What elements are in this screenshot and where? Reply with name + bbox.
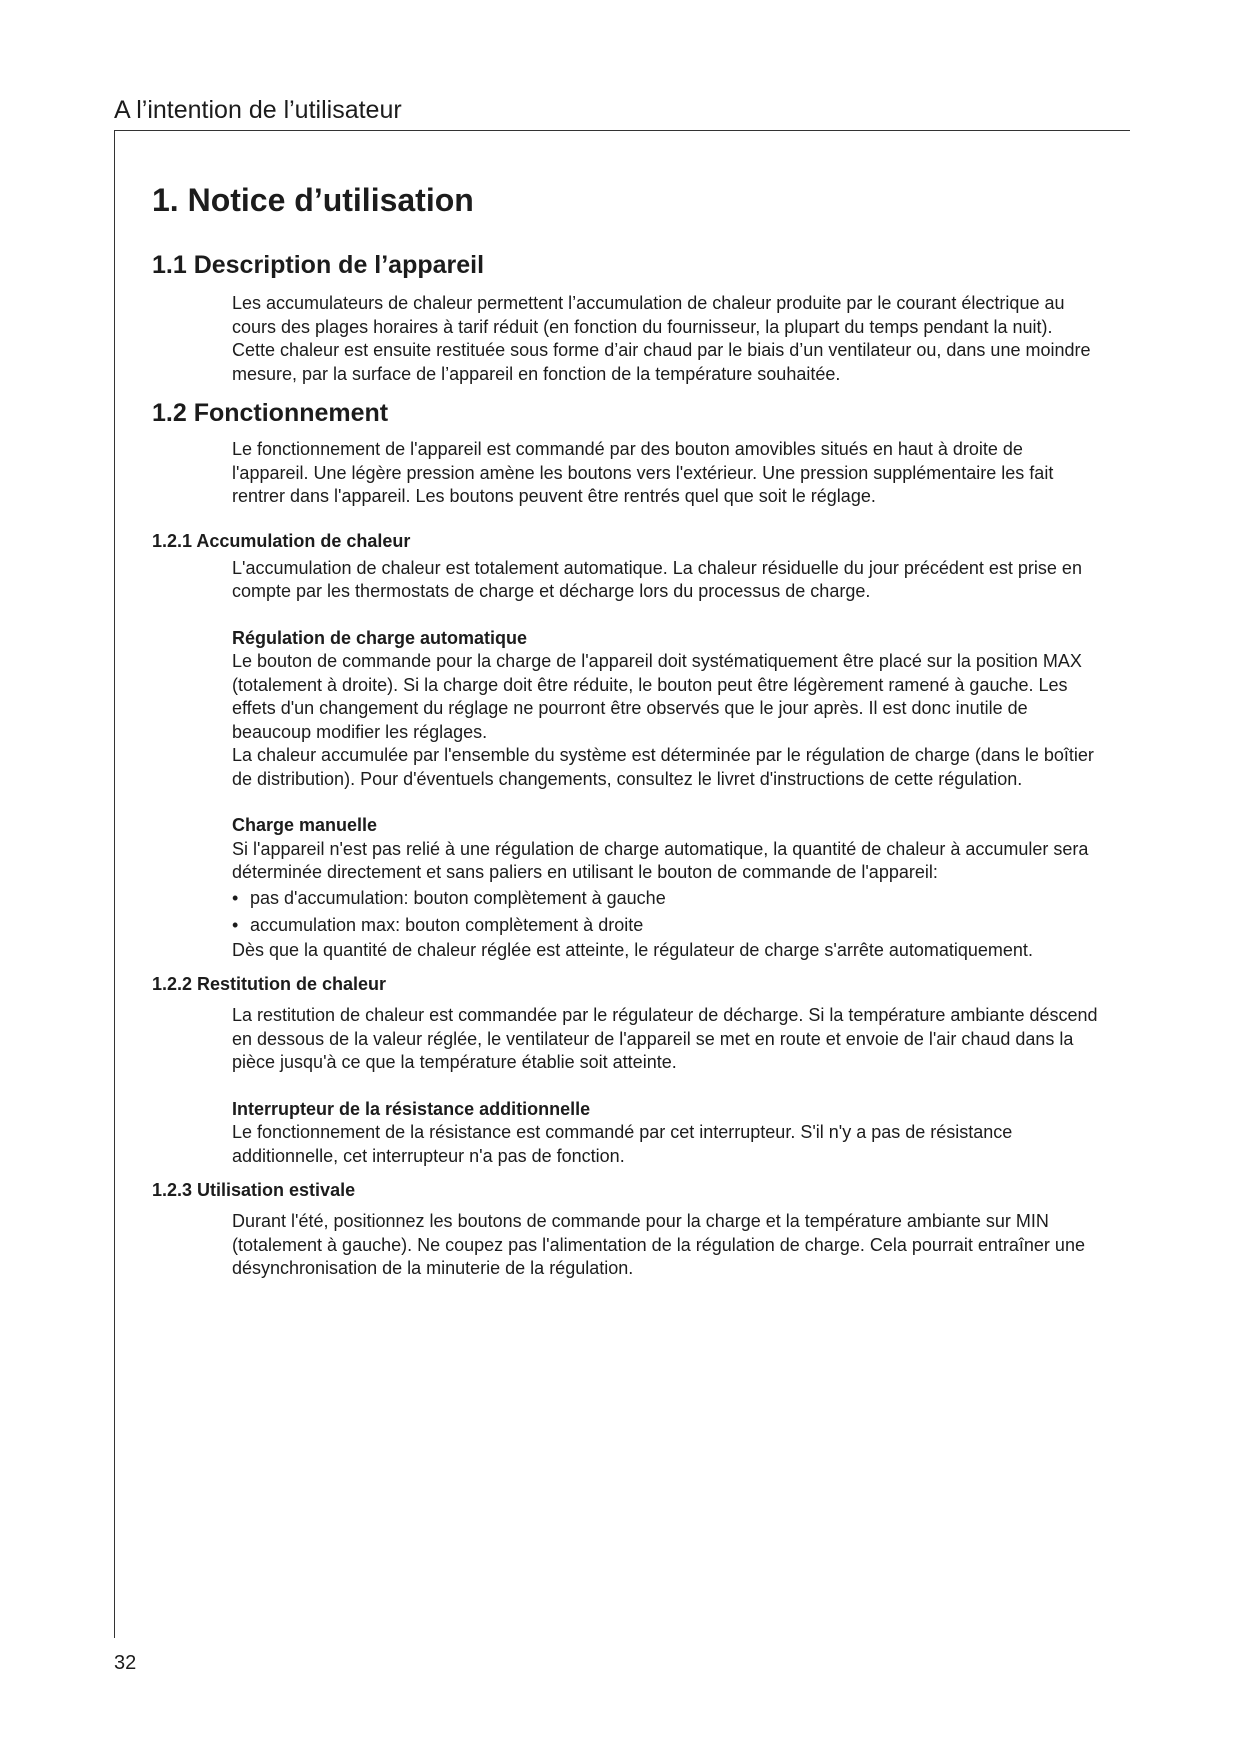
header-rule	[114, 130, 1130, 131]
margin-rule	[114, 130, 115, 1638]
section-title-description: 1.1 Description de l’appareil	[152, 251, 485, 279]
paragraph: Durant l'été, positionnez les boutons de commande pour la charge et la température ambiante sur MIN (totalement à gauche). Ne coupez pas l'alimentation de la régulation de charge. Cela pourrait entraîner une désynchronisation de la minuterie de la régulation.	[232, 1211, 1085, 1278]
running-header: A l’intention de l’utilisateur	[114, 96, 402, 124]
subsection-title-accumulation: 1.2.1 Accumulation de chaleur	[152, 530, 411, 551]
list-item: • accumulation max: bouton complètement à droite	[232, 912, 1098, 939]
page-number: 32	[114, 1652, 137, 1674]
page-content	[152, 178, 1112, 1281]
paragraph: L'accumulation de chaleur est totalement automatique. La chaleur résiduelle du jour précédent est prise en compte par les thermostats de charge et décharge lors du processus de charge.	[232, 557, 1082, 601]
paragraph: La restitution de chaleur est commandée par le régulateur de décharge. Si la température ambiante déscend en dessous de la valeur réglée, le ventilateur de l'appareil se met en route et envoie de l'air chaud dans la pièce jusqu'à ce que la température établie soit atteinte.	[232, 1005, 1098, 1072]
list-item: • pas d'accumulation: bouton complètement à gauche	[232, 885, 1098, 912]
paragraph: Si l'appareil n'est pas relié à une régulation de charge automatique, la quantité de chaleur à accumuler sera déterminée directement et sans paliers en utilisant le bouton de commande de l'appareil:	[232, 838, 1089, 882]
run-in-title-auto: Régulation de charge automatique	[232, 627, 528, 648]
run-in-title-switch: Interrupteur de la résistance additionnelle	[232, 1098, 591, 1119]
chapter-title: 1. Notice d’utilisation	[152, 182, 474, 218]
section-description	[232, 292, 1098, 386]
paragraph: Dès que la quantité de chaleur réglée est atteinte, le régulateur de charge s'arrête automatiquement.	[232, 939, 1033, 960]
paragraph: La chaleur accumulée par l'ensemble du système est déterminée par le régulation de charge (dans le boîtier de distribution). Pour d'éventuels changements, consultez le livret d'instructions de cette régulation.	[232, 745, 1094, 789]
section-fonctionnement	[232, 438, 1098, 509]
paragraph: Les accumulateurs de chaleur permettent l’accumulation de chaleur produite par le courant électrique au cours des plages horaires à tarif réduit (en fonction du fournisseur, la plupart du temps pendant la nuit). Cette chaleur est ensuite restituée sous forme d’air chaud par le biais d’un ventilateur ou, dans une moindre mesure, par la surface de l’appareil en fonction de la température souhaitée.	[232, 293, 1091, 384]
paragraph: Le fonctionnement de la résistance est commandé par cet interrupteur. S'il n'y a pas de résistance additionnelle, cet interrupteur n'a pas de fonction.	[232, 1122, 1013, 1166]
subsection-estivale	[232, 1210, 1098, 1281]
bullet-list	[232, 885, 1098, 939]
section-title-fonctionnement: 1.2 Fonctionnement	[152, 399, 389, 427]
paragraph: Le fonctionnement de l'appareil est commandé par des bouton amovibles situés en haut à droite de l'appareil. Une légère pression amène les boutons vers l'extérieur. Une pression supplémentaire les fait rentrer dans l'appareil. Les boutons peuvent être rentrés quel que soit le réglage.	[232, 439, 1054, 506]
subsection-title-restitution: 1.2.2 Restitution de chaleur	[152, 974, 387, 994]
subsection-accumulation	[232, 557, 1098, 963]
subsection-title-estivale: 1.2.3 Utilisation estivale	[152, 1180, 356, 1200]
run-in-title-manual: Charge manuelle	[232, 815, 378, 835]
subsection-restitution	[232, 1004, 1098, 1168]
paragraph: Le bouton de commande pour la charge de l'appareil doit systématiquement être placé sur la position MAX (totalement à droite). Si la charge doit être réduite, le bouton peut être légèrement ramené à gauche. Les effets d'un changement du réglage ne pourront être observés que le jour après. Il est donc inutile de beaucoup modifier les réglages.	[232, 651, 1082, 742]
